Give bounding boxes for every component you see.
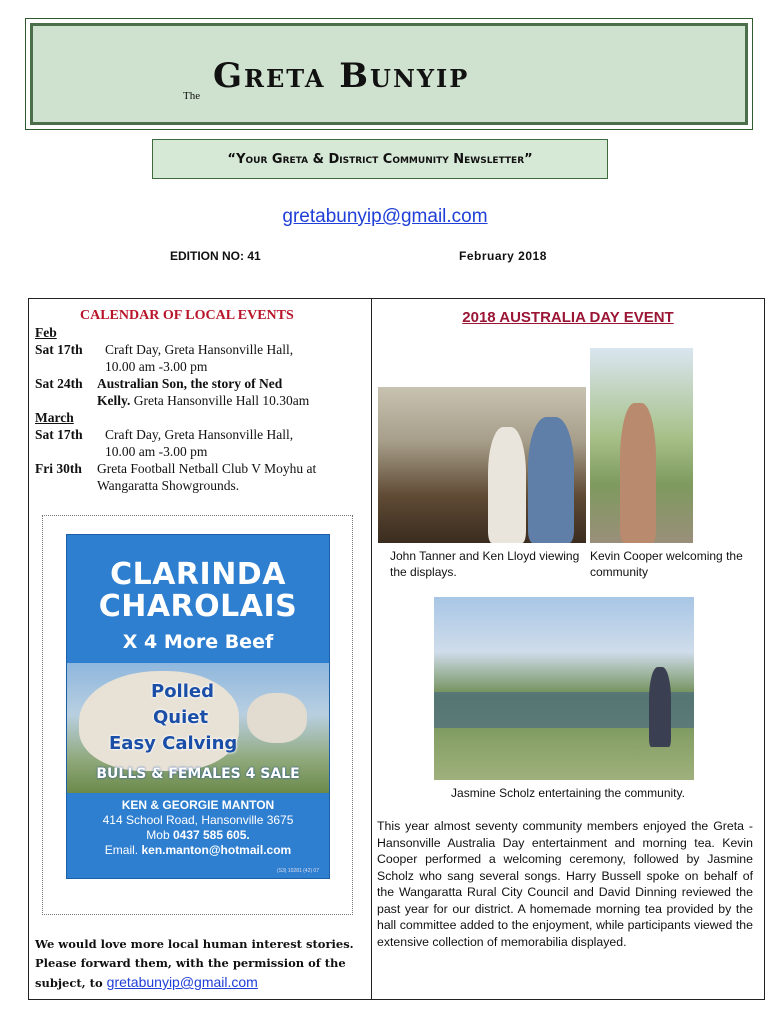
photo-welcome: [590, 348, 693, 543]
event-day: Fri 30th: [35, 461, 82, 476]
clarinda-charolais-advertisement: [66, 534, 330, 879]
event-desc: Craft Day, Greta Hansonville Hall, 10.00 am -3.00 pm: [105, 427, 294, 459]
photo-displays: [378, 387, 586, 543]
caption-performance: Jasmine Scholz entertaining the community.: [451, 786, 685, 800]
person-figure: [649, 667, 671, 747]
masthead-title: Greta Bunyip: [213, 56, 470, 96]
person-figure: [620, 403, 656, 543]
note-email-link[interactable]: gretabunyip@gmail.com: [106, 974, 258, 990]
person-figure: [488, 427, 526, 543]
ad-subtitle: X 4 More Beef: [122, 631, 274, 653]
cow-head-shape: [247, 693, 307, 743]
calendar-list: [35, 324, 365, 494]
event-desc: Craft Day, Greta Hansonville Hall, 10.00 am -3.00 pm: [105, 342, 294, 374]
calendar-event: [35, 341, 365, 375]
tagline-box: [152, 139, 608, 179]
caption-welcome: Kevin Cooper welcoming the community: [590, 549, 743, 579]
calendar-title: CALENDAR OF LOCAL EVENTS: [80, 308, 294, 323]
newsletter-email-link[interactable]: gretabunyip@gmail.com: [282, 206, 488, 227]
event-desc: Greta Football Netball Club V Moyhu at Wangaratta Showgrounds.: [97, 461, 317, 493]
person-figure: [528, 417, 574, 543]
ad-sale-banner: BULLS & FEMALES 4 SALE: [96, 766, 300, 782]
ad-title: CLARINDA CHAROLAIS: [98, 557, 298, 624]
photo-performance: [434, 597, 694, 780]
event-title: 2018 AUSTRALIA DAY EVENT: [462, 309, 674, 326]
event-day: Sat 17th: [35, 427, 83, 442]
issue-date: February 2018: [459, 249, 547, 263]
calendar-event: [35, 460, 365, 494]
caption-displays: John Tanner and Ken Lloyd viewing the displays.: [390, 549, 580, 579]
masthead-the: The: [183, 90, 201, 102]
masthead-banner: [30, 23, 748, 125]
edition-number: EDITION NO: 41: [170, 249, 261, 263]
calendar-event: [35, 375, 365, 409]
calendar-event: [35, 426, 365, 460]
event-story: This year almost seventy community members enjoyed the Greta - Hansonville Australia Day entertainment and morning tea. Kevin Cooper performed a welcoming ceremony, followed by Jasmine Scholz who sang several songs. Harry Bussell spoke on behalf of the Wangaratta Rural City Council and David Dinning reviewed the past year for our district. A homemade morning tea provided by the hall committee added to the enjoyment, while participants viewed the extensive collection of memorabilia displayed.: [377, 819, 753, 949]
calendar-month-feb: Feb: [35, 325, 57, 340]
stories-request-note: We would love more local human interest stories. Please forward them, with the permission of the subject, to gretabunyip@gmail.com: [35, 937, 354, 990]
masthead: [25, 18, 753, 130]
event-day: Sat 17th: [35, 342, 83, 357]
ad-features: Polled Quiet Easy Calving: [109, 681, 238, 754]
event-day: Sat 24th: [35, 376, 83, 391]
calendar-month-march: March: [35, 410, 74, 425]
tagline-text: “Your Greta & District Community Newsletter”: [227, 151, 533, 167]
event-desc: Australian Son, the story of Ned Kelly. Greta Hansonville Hall 10.30am: [97, 376, 310, 408]
ad-code: (S3) 10281 (42) 07: [277, 868, 319, 874]
ad-contact: KEN & GEORGIE MANTON 414 School Road, Hansonville 3675 Mob 0437 585 605. Email. ken.manton@hotmail.com: [102, 798, 294, 857]
